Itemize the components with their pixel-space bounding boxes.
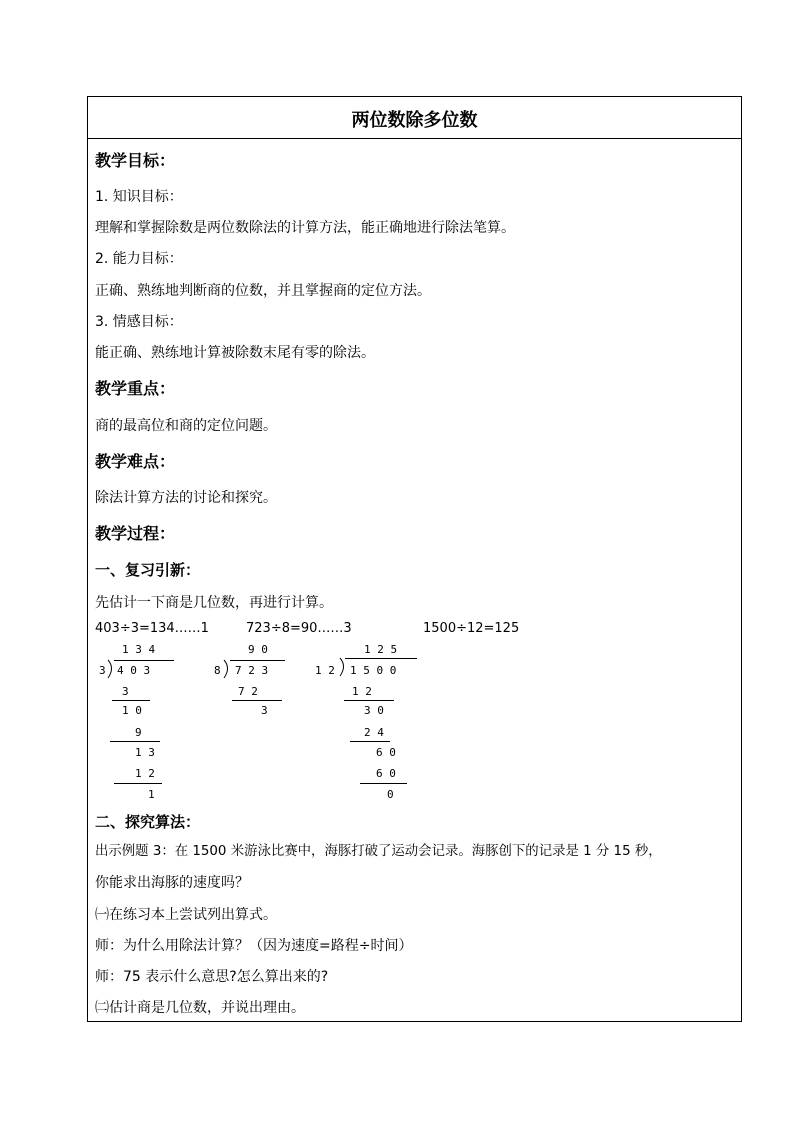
div3-dividend: 1 5 0 0 [350, 664, 397, 677]
review-heading: 一、复习引新： [95, 561, 201, 579]
process-heading: 教学过程： [95, 524, 176, 543]
div1-step-1: 3 [122, 685, 129, 698]
div1-step-5: 1 2 [135, 767, 155, 780]
key-points-heading: 教学重点： [95, 379, 176, 398]
div3-step-2: 3 0 [364, 704, 384, 717]
div3-step-5: 6 0 [376, 767, 396, 780]
div2-bar [230, 660, 285, 661]
div1-line-3 [114, 783, 162, 784]
emotion-goal-text: 能正确、熟练地计算被除数末尾有零的除法。 [95, 345, 375, 361]
div1-dividend: 4 0 3 [117, 664, 151, 677]
goals-heading: 教学目标： [95, 151, 176, 170]
div1-bracket [107, 659, 117, 679]
step-1: ㈠在练习本上尝试列出算式。 [95, 907, 277, 923]
question-1: 师：为什么用除法计算？（因为速度=路程÷时间） [95, 938, 413, 954]
div2-quotient: 9 0 [248, 643, 268, 656]
div3-line-1 [344, 700, 394, 701]
step-2: ㈡估计商是几位数，并说出理由。 [95, 1000, 305, 1016]
div1-divisor: 3 [99, 664, 106, 677]
div3-divisor: 1 2 [315, 664, 335, 677]
review-text: 先估计一下商是几位数，再进行计算。 [95, 595, 333, 611]
emotion-goal-label: 3. 情感目标： [95, 314, 183, 330]
ability-goal-text: 正确、熟练地判断商的位数，并且掌握商的定位方法。 [95, 283, 431, 299]
equation-2: 723÷8=90……3 [246, 621, 352, 636]
div3-bracket [339, 657, 349, 677]
div1-line-1 [112, 700, 150, 701]
div2-step-2: 3 [261, 704, 268, 717]
lesson-title: 两位数除多位数 [351, 110, 478, 131]
knowledge-goal-text: 理解和掌握除数是两位数除法的计算方法，能正确地进行除法笔算。 [95, 220, 515, 236]
div3-step-6: 0 [387, 788, 394, 801]
div1-line-2 [110, 741, 160, 742]
div2-step-1: 7 2 [238, 685, 258, 698]
div1-step-3: 9 [135, 726, 142, 739]
example-line-2: 你能求出海豚的速度吗？ [95, 875, 249, 891]
question-2: 师：75 表示什么意思?怎么算出来的? [95, 969, 329, 985]
equation-1: 403÷3=134……1 [95, 621, 209, 636]
example-line-1: 出示例题 3：在 1500 米游泳比赛中，海豚打破了运动会记录。海豚创下的记录是 1 分 15 秒， [95, 844, 662, 859]
div3-step-3: 2 4 [364, 726, 384, 739]
difficulties-heading: 教学难点： [95, 452, 176, 471]
div1-step-2: 1 0 [122, 704, 142, 717]
explore-heading: 二、探究算法： [95, 813, 201, 831]
div2-divisor: 8 [214, 664, 221, 677]
div1-step-6: 1 [148, 788, 155, 801]
div1-bar [114, 660, 174, 661]
div3-bar [345, 658, 417, 659]
div2-line-1 [232, 700, 282, 701]
div2-bracket [223, 659, 233, 679]
difficulties-text: 除法计算方法的讨论和探究。 [95, 490, 277, 506]
ability-goal-label: 2. 能力目标： [95, 251, 183, 267]
knowledge-goal-label: 1. 知识目标： [95, 189, 183, 205]
div3-line-3 [360, 783, 407, 784]
div1-step-4: 1 3 [135, 746, 155, 759]
div3-step-1: 1 2 [352, 685, 372, 698]
key-points-text: 商的最高位和商的定位问题。 [95, 418, 277, 434]
div3-line-2 [350, 741, 390, 742]
div2-dividend: 7 2 3 [235, 664, 269, 677]
div1-quotient: 1 3 4 [122, 643, 156, 656]
title-row [88, 97, 741, 139]
div3-quotient: 1 2 5 [364, 643, 398, 656]
div3-step-4: 6 0 [376, 746, 396, 759]
equation-3: 1500÷12=125 [423, 621, 520, 636]
